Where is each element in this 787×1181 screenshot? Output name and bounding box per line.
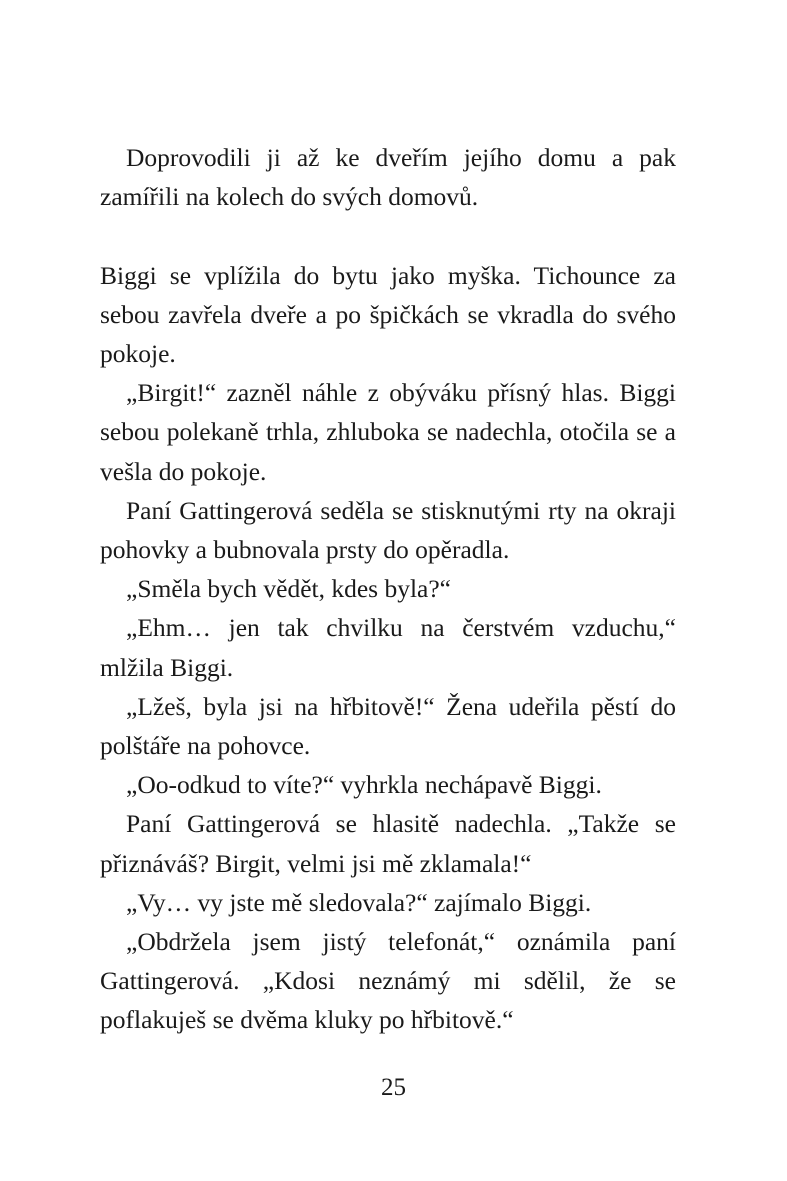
- paragraph: Paní Gattingerová se hlasitě nadechla. „Takže se přiznáváš? Birgit, velmi jsi mě zklamala!“: [100, 809, 676, 878]
- paragraph: „Obdržela jsem jistý telefonát,“ oznámila paní Gattingerová. „Kdosi neznámý mi sdělil, že se poflakuješ se dvěma kluky po hřbitově.“: [100, 927, 676, 1035]
- paragraph: „Vy… vy jste mě sledovala?“ zajímalo Biggi.: [126, 887, 592, 917]
- section-break: [100, 216, 676, 255]
- paragraph: „Birgit!“ zazněl náhle z obýváku přísný hlas. Biggi sebou polekaně trhla, zhluboka se nadechla, otočila se a vešla do pokoje.: [100, 378, 676, 486]
- paragraph: „Ehm… jen tak chvilku na čerstvém vzduchu,“ mlžila Biggi.: [100, 613, 676, 682]
- paragraph: „Lžeš, byla jsi na hřbitově!“ Žena udeřila pěstí do polštáře na pohovce.: [100, 691, 676, 761]
- paragraph: „Směla bych vědět, kdes byla?“: [126, 574, 452, 604]
- page-body: [100, 138, 676, 1040]
- paragraph: Paní Gattingerová seděla se stisknutými rty na okraji pohovky a bubnovala prsty do opěradla.: [100, 495, 676, 565]
- paragraph: „Oo-odkud to víte?“ vyhrkla nechápavě Biggi.: [126, 770, 602, 800]
- page-number: 25: [381, 1074, 406, 1101]
- paragraph: Doprovodili ji až ke dveřím jejího domu a pak zamířili na kolech do svých domovů.: [100, 143, 676, 212]
- paragraph: Biggi se vplížila do bytu jako myška. Tichounce za sebou zavřela dveře a po špičkách se vkradla do svého pokoje.: [100, 260, 676, 368]
